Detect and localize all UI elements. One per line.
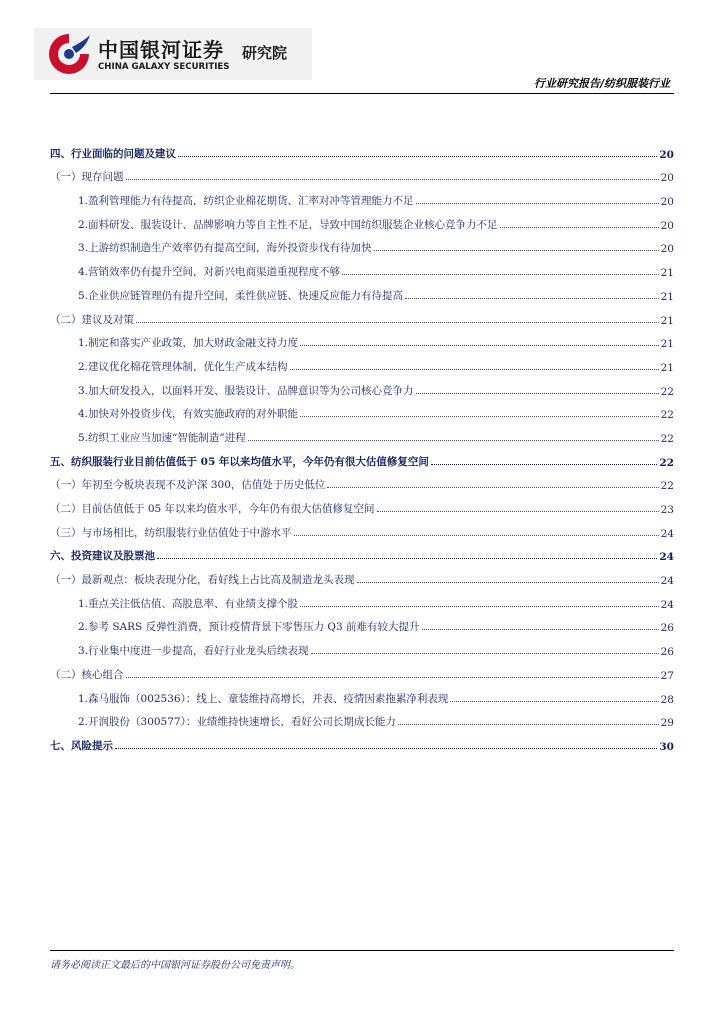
toc-entry-title: 1.重点关注低估值、高股息率、有业绩支撑个股 bbox=[78, 597, 299, 610]
toc-page-number: 24 bbox=[659, 551, 674, 564]
toc-entry-title: （三）与市场相比，纺织服装行业估值处于中游水平 bbox=[50, 526, 292, 539]
report-type: 行业研究报告/纺织服装行业 bbox=[533, 77, 670, 90]
brand-logo bbox=[34, 28, 312, 80]
footer-divider bbox=[50, 950, 674, 951]
toc-leader-dots bbox=[416, 393, 659, 394]
toc-entry[interactable] bbox=[50, 255, 674, 279]
toc-leader-dots bbox=[327, 487, 658, 488]
toc-entry[interactable] bbox=[50, 421, 674, 445]
toc-entry[interactable] bbox=[50, 658, 674, 682]
toc-entry[interactable] bbox=[50, 540, 674, 564]
toc-leader-dots bbox=[374, 250, 659, 251]
toc-entry-title: 六、投资建议及股票池 bbox=[50, 550, 155, 563]
toc-entry[interactable] bbox=[50, 208, 674, 232]
toc-page-number: 29 bbox=[660, 717, 674, 730]
toc-entry-title: 四、行业面临的问题及建议 bbox=[50, 147, 176, 160]
toc-page-number: 22 bbox=[660, 409, 674, 422]
toc-entry[interactable] bbox=[50, 611, 674, 635]
toc-entry-title: 5.企业供应链管理仍有提升空间，柔性供应链、快速反应能力有待提高 bbox=[78, 289, 404, 302]
toc-entry-title: 2.参考 SARS 反弹性消费，预计疫情背景下零售压力 Q3 前难有较大提升 bbox=[78, 621, 420, 634]
toc-page-number: 28 bbox=[660, 693, 674, 706]
toc-entry[interactable] bbox=[50, 184, 674, 208]
toc-page-number: 21 bbox=[660, 361, 674, 374]
toc-entry[interactable] bbox=[50, 232, 674, 256]
toc-entry-title: 4.加快对外投资步伐，有效实施政府的对外职能 bbox=[78, 408, 299, 421]
toc-leader-dots bbox=[248, 440, 659, 441]
toc-leader-dots bbox=[115, 748, 657, 749]
toc-entry-title: 2.建议优化棉花管理体制，优化生产成本结构 bbox=[78, 360, 288, 373]
toc-entry-title: 七、风险提示 bbox=[50, 739, 113, 752]
brand-name-en: CHINA GALAXY SECURITIES bbox=[98, 62, 230, 72]
toc-page-number: 22 bbox=[660, 385, 674, 398]
toc-leader-dots bbox=[136, 322, 659, 323]
toc-entry-title: 1.盈利管理能力有待提高，纺织企业棉花期货、汇率对冲等管理能力不足 bbox=[78, 195, 414, 208]
toc-leader-dots bbox=[357, 582, 659, 583]
toc-page-number: 21 bbox=[660, 290, 674, 303]
toc-page-number: 20 bbox=[659, 148, 674, 161]
toc-entry-title: 3.加大研发投入，以面料开发、服装设计、品牌意识等为公司核心竞争力 bbox=[78, 384, 414, 397]
toc-leader-dots bbox=[300, 606, 659, 607]
toc-page-number: 23 bbox=[660, 504, 674, 516]
toc-entry[interactable] bbox=[50, 350, 674, 374]
toc-page-number: 30 bbox=[659, 740, 674, 753]
toc-entry-title: 2.面料研发、服装设计、品牌影响力等自主性不足，导致中国纺织服装企业核心竞争力不足 bbox=[78, 218, 498, 231]
toc-leader-dots bbox=[342, 274, 659, 275]
page-header bbox=[0, 0, 724, 96]
toc-entry[interactable] bbox=[50, 706, 674, 730]
toc-leader-dots bbox=[500, 227, 659, 228]
toc-leader-dots bbox=[405, 298, 659, 299]
toc-entry[interactable] bbox=[50, 137, 674, 161]
toc-leader-dots bbox=[178, 156, 657, 157]
toc-entry[interactable] bbox=[50, 279, 674, 303]
toc-leader-dots bbox=[300, 416, 659, 417]
toc-entry-title: （一）现存问题 bbox=[50, 171, 124, 184]
toc-entry-title: （一）最新观点：板块表现分化，看好线上占比高及制造龙头表现 bbox=[50, 574, 355, 587]
toc-leader-dots bbox=[422, 629, 659, 630]
toc-leader-dots bbox=[300, 345, 659, 346]
toc-page-number: 21 bbox=[660, 267, 674, 280]
toc-page-number: 21 bbox=[660, 314, 674, 327]
toc-entry-title: （二）目前估值低于 05 年以来均值水平，今年仍有很大估值修复空间 bbox=[50, 503, 375, 515]
toc-entry-title: 1.制定和落实产业政策，加大财政金融支持力度 bbox=[78, 337, 299, 350]
toc-entry-title: 3.行业集中度进一步提高，看好行业龙头后续表现 bbox=[78, 645, 309, 658]
toc-entry[interactable] bbox=[50, 445, 674, 469]
toc-entry[interactable] bbox=[50, 492, 674, 516]
toc-entry-title: 5.纺织工业应当加速“智能制造”进程 bbox=[78, 431, 246, 444]
toc-entry-title: （二）建议及对策 bbox=[50, 313, 134, 326]
toc-entry-title: （一）年初至今板块表现不及沪深 300，估值处于历史低位 bbox=[50, 479, 326, 492]
toc-entry[interactable] bbox=[50, 303, 674, 327]
toc-entry[interactable] bbox=[50, 161, 674, 185]
toc-entry[interactable] bbox=[50, 634, 674, 658]
toc-page-number: 20 bbox=[660, 219, 674, 232]
toc-leader-dots bbox=[126, 179, 659, 180]
toc-entry[interactable] bbox=[50, 682, 674, 706]
brand-subtitle: 研究院 bbox=[242, 44, 288, 62]
toc-page-number: 22 bbox=[660, 432, 674, 445]
toc-page-number: 21 bbox=[660, 338, 674, 351]
toc-leader-dots bbox=[450, 701, 658, 702]
toc-page-number: 20 bbox=[660, 196, 674, 209]
table-of-contents bbox=[50, 137, 674, 753]
toc-page-number: 20 bbox=[660, 172, 674, 185]
toc-entry-title: （二）核心组合 bbox=[50, 668, 124, 681]
toc-leader-dots bbox=[126, 677, 659, 678]
toc-entry[interactable] bbox=[50, 374, 674, 398]
toc-entry[interactable] bbox=[50, 729, 674, 753]
disclaimer-note: 请务必阅读正文最后的中国银河证券股份公司免责声明。 bbox=[50, 960, 300, 971]
toc-page-number: 22 bbox=[660, 480, 674, 493]
toc-entry-title: 4.营销效率仍有提升空间，对新兴电商渠道重视程度不够 bbox=[78, 266, 341, 279]
toc-leader-dots bbox=[377, 511, 659, 512]
toc-page-number: 20 bbox=[660, 243, 674, 256]
toc-leader-dots bbox=[311, 653, 659, 654]
toc-leader-dots bbox=[294, 535, 659, 536]
toc-leader-dots bbox=[431, 464, 657, 465]
toc-page-number: 27 bbox=[660, 669, 674, 682]
toc-leader-dots bbox=[416, 203, 659, 204]
toc-page-number: 26 bbox=[660, 646, 674, 659]
toc-leader-dots bbox=[290, 369, 659, 370]
toc-entry-title: 2.开润股份（300577）：业绩维持快速增长，看好公司长期成长能力 bbox=[78, 716, 396, 729]
toc-entry[interactable] bbox=[50, 469, 674, 493]
toc-entry-title: 3.上游纺织制造生产效率仍有提高空间，海外投资步伐有待加快 bbox=[78, 242, 372, 255]
toc-entry-title: 1.森马服饰（002536）：线上、童装维持高增长，并表、疫情因素拖累净利表现 bbox=[78, 692, 449, 705]
toc-entry[interactable] bbox=[50, 587, 674, 611]
toc-entry[interactable] bbox=[50, 327, 674, 351]
toc-page-number: 26 bbox=[660, 622, 674, 635]
brand-name-cn: 中国银河证券 bbox=[98, 38, 224, 62]
galaxy-logo-icon bbox=[46, 31, 92, 77]
header-divider bbox=[50, 93, 674, 94]
toc-page-number: 24 bbox=[660, 527, 674, 540]
toc-entry[interactable] bbox=[50, 516, 674, 540]
toc-page-number: 22 bbox=[659, 456, 674, 469]
toc-entry[interactable] bbox=[50, 563, 674, 587]
toc-leader-dots bbox=[157, 558, 657, 559]
toc-leader-dots bbox=[398, 724, 659, 725]
toc-page-number: 24 bbox=[660, 598, 674, 611]
toc-entry[interactable] bbox=[50, 398, 674, 422]
toc-page-number: 24 bbox=[660, 575, 674, 588]
toc-entry-title: 五、纺织服装行业目前估值低于 05 年以来均值水平，今年仍有很大估值修复空间 bbox=[50, 455, 429, 468]
